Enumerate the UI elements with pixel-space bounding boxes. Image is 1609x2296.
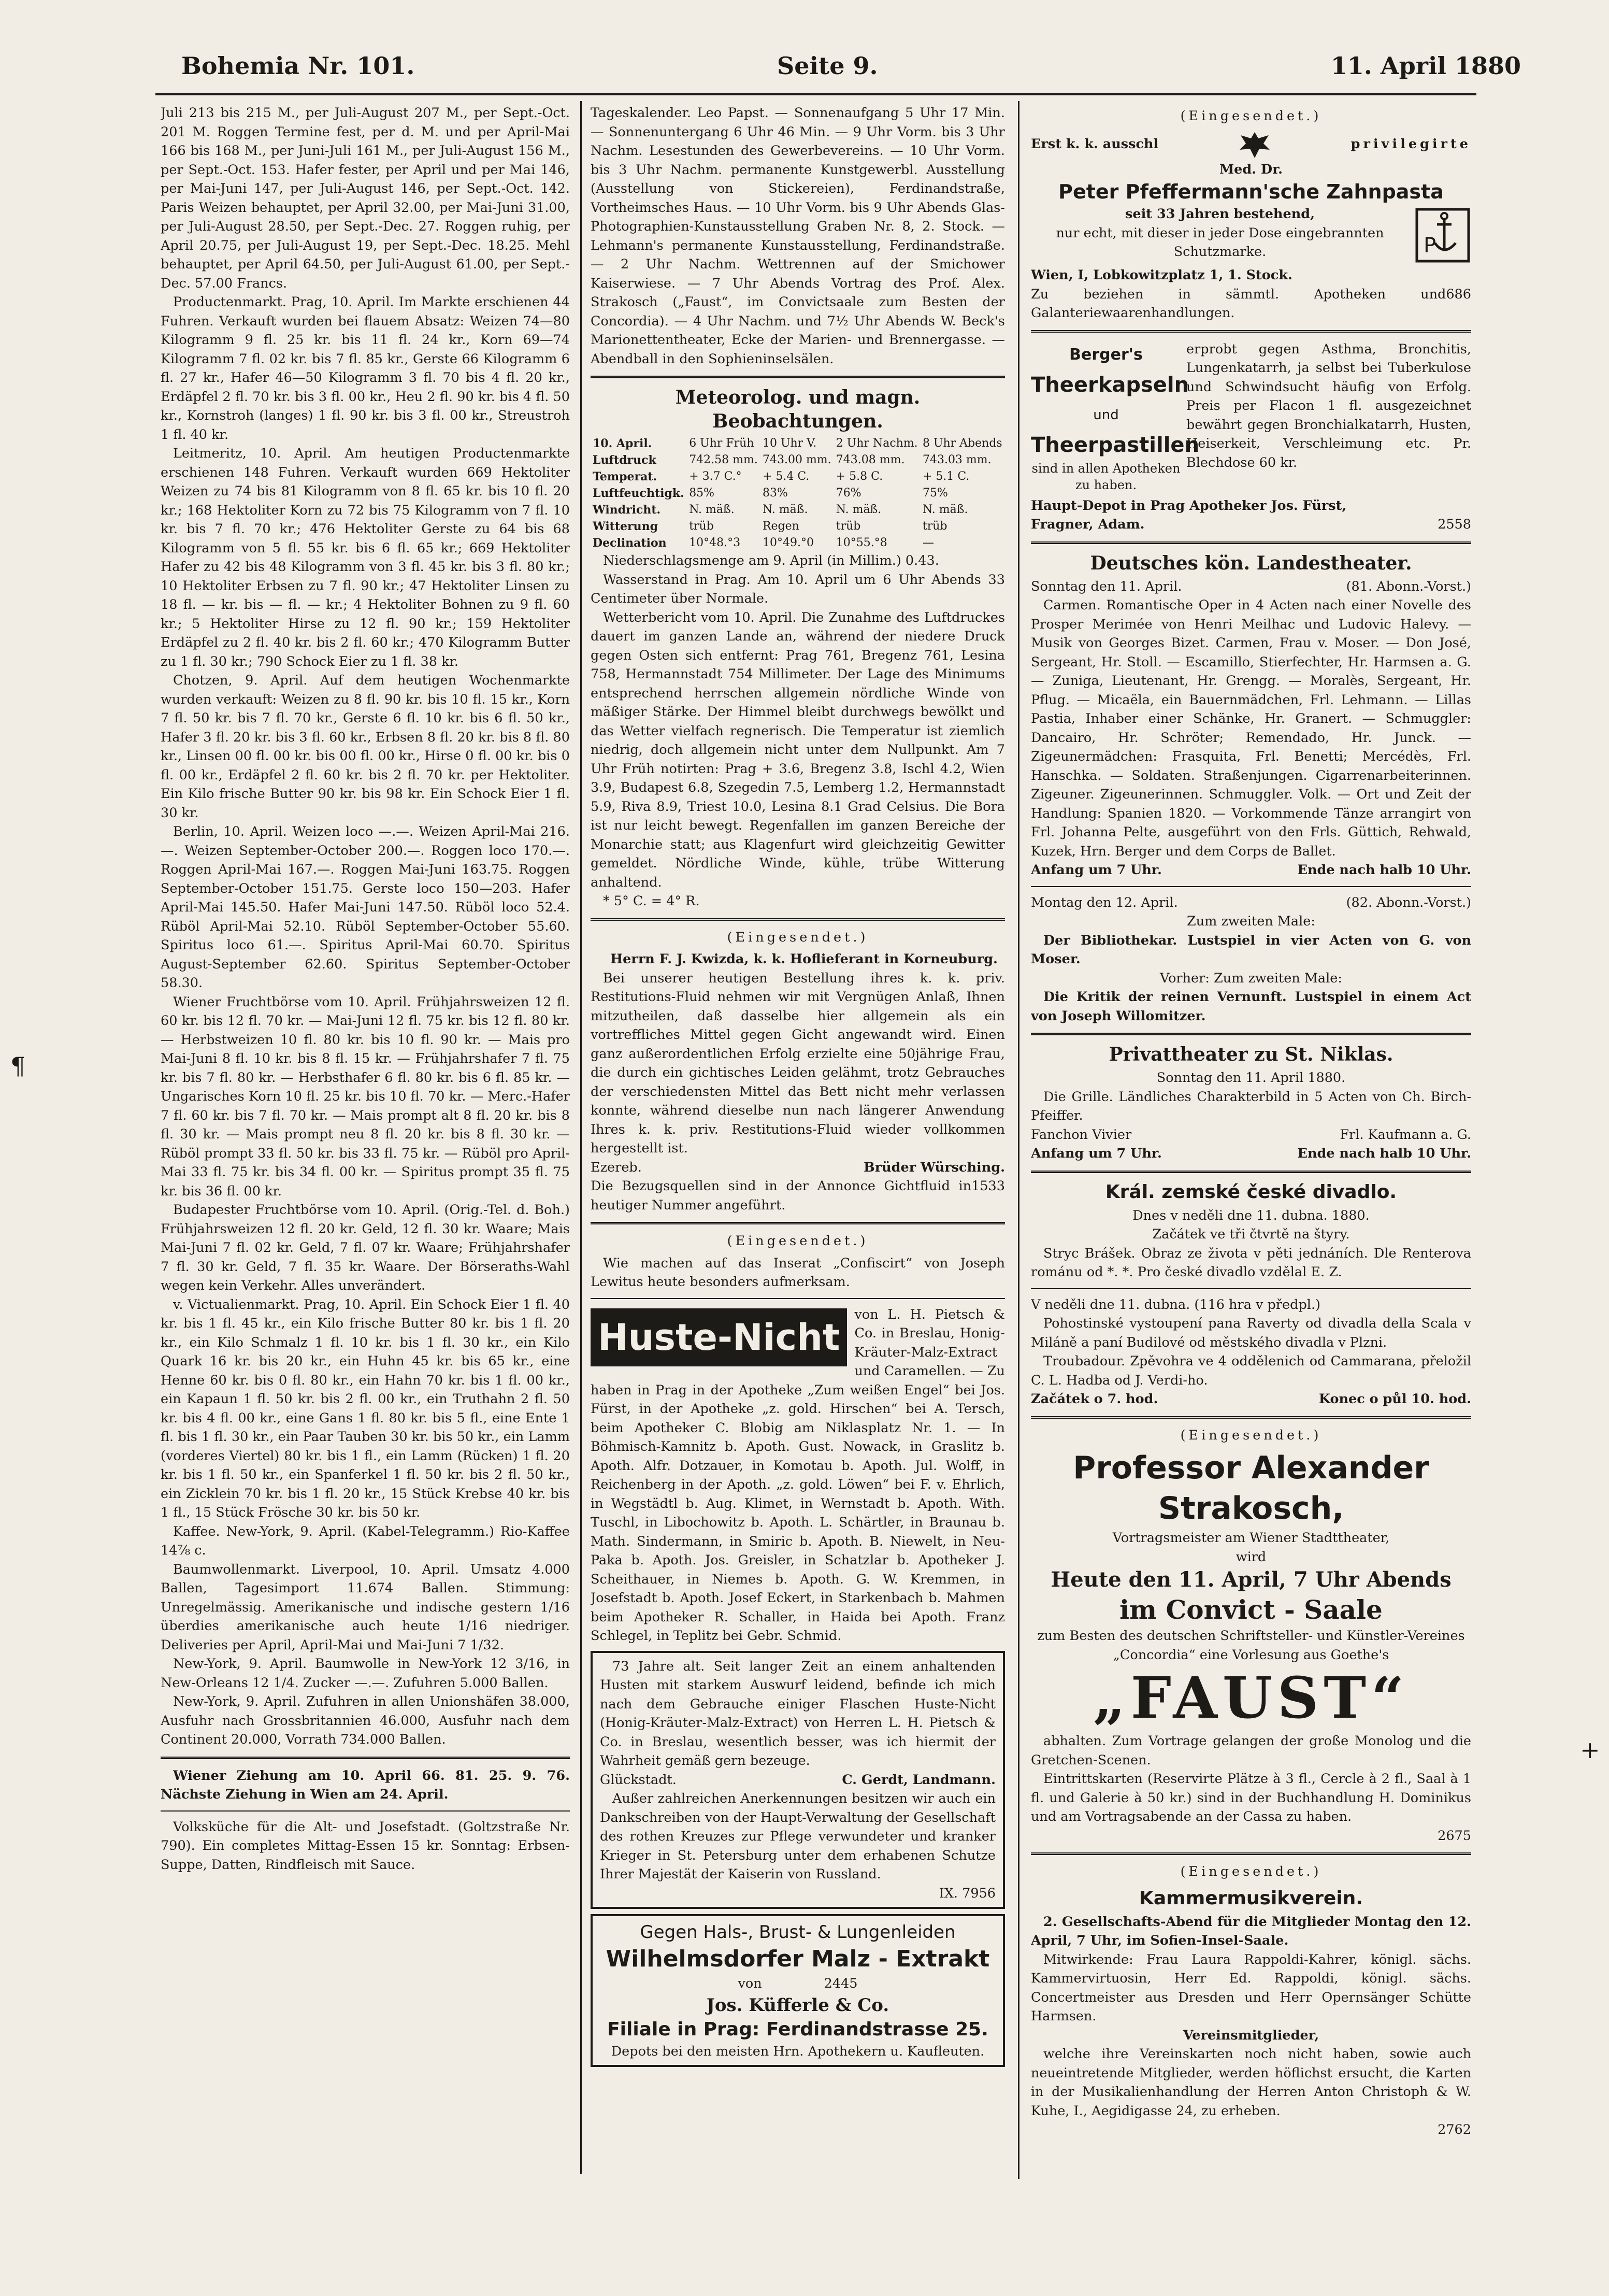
theer-und: und bbox=[1093, 407, 1119, 423]
privattheater-program: Die Grille. Ländliches Charakterbild in 5 Acten von Ch. Birch-Pfeiffer. bbox=[1031, 1089, 1471, 1123]
margin-mark-left: ¶ bbox=[10, 1052, 26, 1080]
theer-pastilles: Theerpastillen bbox=[1031, 433, 1200, 457]
eingesendet-label: (Eingesendet.) bbox=[1180, 1864, 1322, 1879]
meteo-row bbox=[591, 452, 1005, 468]
malz-depots: Depots bei den meisten Hrn. Apothekern u. Kaufleuten. bbox=[611, 2043, 985, 2059]
divider bbox=[1031, 541, 1471, 544]
meteo-cell: 10°55.°8 bbox=[836, 536, 887, 549]
meteo-key: Windricht. bbox=[593, 503, 661, 517]
market-report: Baumwollenmarkt. Liverpool, 10. April. Umsatz 4.000 Ballen, Tagesimport 11.674 Ballen. Stimmung: Unregelmässig. Amerikanische und indische gestern 1/16 überdies amerikanische auch heute 1/16 niedriger. Deliveries per April, April-Mai und Mai-Juni 7 1/32. bbox=[161, 1561, 570, 1653]
strakosch-sub: Vortragsmeister am Wiener Stadttheater, bbox=[1112, 1530, 1390, 1546]
masthead-issue: Bohemia Nr. 101. bbox=[181, 52, 415, 80]
kammermusik-performers: Mitwirkende: Frau Laura Rappoldi-Kahrer, königl. sächs. Kammervirtuosin, Herr Ed. Rappoldi, königl. sächs. Concertmeister aus Dresden und Herr Opernsänger Schütte Harmsen. bbox=[1031, 1951, 1471, 2024]
pfeff-since: seit 33 Jahren bestehend, bbox=[1125, 206, 1315, 222]
divider bbox=[1031, 330, 1471, 333]
day-calendar: Tageskalender. Leo Papst. — Sonnenaufgang 5 Uhr 17 Min. — Sonnenuntergang 6 Uhr 46 Min. — 9 Uhr Vorm. bis 3 Uhr Nachm. Lesestunden des Gewerbevereins. — 10 Uhr Vorm. bis 3 Uhr Nachm. permanente Kunstgewerbl. Ausstellung (Ausstellung von Stickereien), Ferdinandstraße, Vortheimsches Haus. — 10 Uhr Vorm. bis 9 Uhr Abends Glas-Photographien-Kunstausstellung Graben Nr. 8, 2. Stock. — Lehmann's permanente Kunstausstellung, Ferdinandstraße. — 2 Uhr Nachm. Wettrennen auf der Smichower Kaiserwiese. — 7 Uhr Abends Vortrag des Prof. Alex. Strakosch („Faust“, im Convictsaale zum Besten der Concordia). — 4 Uhr Nachm. und 7½ Uhr Abends W. Beck's Marionettentheater, Ecke der Marien- und Brennergasse. — Abendball in den Sophieninselsälen. bbox=[591, 105, 1005, 367]
column-calendar bbox=[591, 104, 1005, 2197]
divider bbox=[1031, 1416, 1471, 1419]
meteo-cell: trüb bbox=[836, 520, 861, 533]
volkskueche-notice: Volksküche für die Alt- und Josefstadt. (Goltzstraße Nr. 790). Ein completes Mittag-Essen 15 kr. Sonntag: Erbsen-Suppe, Datten, Rindfleisch mit Sauce. bbox=[161, 1819, 570, 1873]
meteo-cell: Regen bbox=[762, 520, 799, 533]
kwizda-note: Die Bezugsquellen sind in der Annonce Gichtfluid in heutiger Nummer angeführt. bbox=[591, 1178, 972, 1213]
kammermusik-event: 2. Gesellschafts-Abend für die Mitglieder Montag den 12. April, 7 Uhr, im Sofien-Insel-Saale. bbox=[1031, 1914, 1471, 1948]
meteo-cell: + 5.4 C. bbox=[762, 470, 810, 483]
precipitation: Niederschlagsmenge am 9. April (in Millim.) 0.43. bbox=[603, 553, 939, 568]
meteo-cell: 10°48.°3 bbox=[689, 536, 741, 549]
market-report: Budapester Fruchtbörse vom 10. April. (Orig.-Tel. d. Boh.) Frühjahrsweizen 12 fl. 20 kr. Geld, 12 fl. 30 kr. Waare; Mais Mai-Juni 7 fl. 02 kr. Geld, 7 fl. 07 kr. Waare; Frühjahrshafer 7 fl. 30 kr. Geld, 7 fl. 35 kr. Waare. Der Börseraths-Wahl wegen kein Verkehr. Alles unverändert. bbox=[161, 1202, 570, 1293]
pfeff-body bbox=[1031, 205, 1471, 266]
huste-nicht-logo: Huste-Nicht bbox=[591, 1308, 847, 1366]
testimonial-box bbox=[591, 1651, 1005, 1909]
column-ads bbox=[1031, 104, 1471, 2176]
meteo-cell: + 3.7 C.° bbox=[689, 470, 742, 483]
market-report: Kaffee. New-York, 9. April. (Kabel-Telegramm.) Rio-Kaffee 14⅞ c. bbox=[161, 1523, 570, 1558]
ad-number: 2445 bbox=[824, 1976, 858, 1991]
eingesendet-label: (Eingesendet.) bbox=[727, 1233, 869, 1249]
market-report: New-York, 9. April. Zufuhren in allen Unionshäfen 38.000, Ausfuhr nach Grossbritannien 46.000, Ausfuhr nach dem Continent 20.000, Vorrath 734.000 Ballen. bbox=[161, 1694, 570, 1747]
meteo-cell: trüb bbox=[922, 520, 947, 533]
meteo-cell: 743.00 mm. bbox=[762, 453, 831, 466]
theer-depot: Haupt-Depot in Prag Apotheker Jos. Fürst, bbox=[1031, 497, 1347, 514]
meteo-col-head: 10 Uhr V. bbox=[762, 437, 817, 450]
market-report: Juli 213 bis 215 M., per Juli-August 207 M., per Sept.-Oct. 201 M. Roggen Termine fest, per d. M. und per April-Mai 166 bis 168 M., per Juni-Juli 161 M., per Juli-August 156 M., per Sept.-Oct. 153. Hafer fester, per April und per Mai 146, per Mai-Juni 147, per Juli-August 146, per Sept.-Oct. 142. Paris Weizen behauptet, per April 32.00, per Mai-Juni 31.00, per Juli-August 28.50, per Sept.-Dec. 27. Roggen ruhig, per April 20.75, per Juli-August 19, per Sept.-Dec. 18.25. Mehl behauptet, per April 64.50, per Juli-August 61.00, per Sept.-Dec. 57.00 Francs. bbox=[161, 105, 570, 291]
divider bbox=[591, 376, 1005, 378]
malz-von-row bbox=[600, 1974, 996, 1993]
privattheater-role: Fanchon Vivier bbox=[1031, 1126, 1132, 1143]
divider bbox=[1031, 1171, 1471, 1173]
ad-number: 2762 bbox=[1438, 2122, 1471, 2137]
strakosch-venue: im Convict - Saale bbox=[1119, 1594, 1383, 1625]
czech-theatre-play-1: Stryc Brášek. Obraz ze života v pěti jednáních. Dle Renterova románu od *. *. Pro české divadlo vzdělal E. Z. bbox=[1031, 1245, 1471, 1280]
malz-line-2: Wilhelmsdorfer Malz - Extrakt bbox=[606, 1946, 990, 1972]
meteo-cell: N. mäß. bbox=[836, 503, 882, 516]
kammermusik-members: Vereinsmitglieder, bbox=[1183, 2027, 1319, 2043]
landestheater-abonn: (81. Abonn.-Vorst.) bbox=[1346, 578, 1471, 594]
column-rule-1 bbox=[580, 101, 582, 2174]
meteo-row bbox=[591, 502, 1005, 518]
malz-line-1: Gegen Hals-, Brust- & Lungenleiden bbox=[640, 1922, 956, 1943]
faust-title: „FAUST“ bbox=[1093, 1664, 1410, 1731]
theer-product bbox=[1031, 340, 1200, 493]
czech-theatre-konec: Konec o půl 10. hod. bbox=[1318, 1391, 1471, 1407]
czech-theatre-start: Začátek ve tři čtvrtě na štyry. bbox=[1152, 1227, 1350, 1242]
meteo-cell: + 5.8 C. bbox=[836, 470, 883, 483]
header-rule bbox=[155, 93, 1476, 95]
strakosch-number-row bbox=[1031, 1827, 1471, 1846]
pfeff-med-dr: Med. Dr. bbox=[1219, 161, 1283, 177]
landestheater-sub: Zum zweiten Male: bbox=[1187, 914, 1315, 929]
kwizda-place: Ezereb. bbox=[591, 1159, 642, 1175]
market-report: Leitmeritz, 10. April. Am heutigen Productenmarkte erschienen 148 Fuhren. Verkauft wurden 669 Hektoliter Weizen zu 74 bis 81 Kilogramm von 8 fl. 65 kr. bis 10 fl. 20 kr.; 168 Hektoliter Korn zu 72 bis 75 Kilogramm von 7 fl. 10 kr. bis 7 fl. 70 kr.; 476 Hektoliter Gerste zu 64 bis 68 Kilogramm von 5 fl. 55 kr. bis 6 fl. 65 kr.; 669 Hektoliter Hafer zu 42 bis 48 Kilogramm von 3 fl. 45 kr. bis 3 fl. 80 kr.; 10 Hektoliter Erbsen zu 7 fl. 90 kr.; 47 Hektoliter Linsen zu 18 fl. — kr. bis — fl. — kr.; 4 Hektoliter Bohnen zu 9 fl. 60 kr.; 5 Hektoliter Hirse zu 12 fl. 90 kr.; 159 Hektoliter Erdäpfel zu 2 fl. 40 kr. bis 2 fl. 60 kr.; 470 Kilogramm Butter zu 1 fl. 30 kr.; 790 Schock Eier zu 1 fl. 38 kr. bbox=[161, 446, 570, 669]
meteo-cell: 85% bbox=[689, 487, 715, 500]
testimonial-signer: C. Gerdt, Landmann. bbox=[842, 1772, 996, 1788]
meteo-row bbox=[591, 535, 1005, 551]
malz-firm: Jos. Küfferle & Co. bbox=[706, 1994, 889, 2016]
malz-filiale: Filiale in Prag: Ferdinandstrasse 25. bbox=[607, 2018, 988, 2040]
testimonial-text: 73 Jahre alt. Seit langer Zeit an einem anhaltenden Husten mit starkem Auswurf leidend, befinde ich mich nach dem Gebrauche einiger Flaschen Huste-Nicht (Honig-Kräuter-Malz-Extract) von Herren L. H. Pietsch & Co. in Breslau, wesentlich besser, was ich hiermit der Wahrheit gemäß gern bezeuge. bbox=[600, 1658, 996, 1769]
imperial-eagle-icon bbox=[1237, 129, 1273, 160]
meteo-cell: trüb bbox=[689, 520, 714, 533]
kammermusik-title: Kammermusikverein. bbox=[1139, 1887, 1363, 1909]
meteo-key: Witterung bbox=[593, 520, 658, 533]
market-report: New-York, 9. April. Baumwolle in New-York 12 3/16, in New-Orleans 12 1/4. Zucker —.—. Zufuhren 5.000 Ballen. bbox=[161, 1656, 570, 1691]
pfeff-priv: privilegirte bbox=[1351, 136, 1471, 152]
kammermusik-cards: welche ihre Vereinskarten noch nicht haben, sowie auch neueintretende Mitglieder, werden höflichst ersucht, die Karten in der Musikalienhandlung der Herren Anton Christoph & W. Kuhe, I., Aegidigasse 24, zu erheben. bbox=[1031, 2046, 1471, 2119]
confiscirt-note: Wie machen auf das Inserat „Confiscirt“ von Joseph Lewitus heute besonders aufmerksam. bbox=[591, 1255, 1005, 1290]
market-report: Wiener Fruchtbörse vom 10. April. Frühjahrsweizen 12 fl. 60 kr. bis 12 fl. 70 kr. — Mai-Juni 12 fl. 75 kr. bis 12 fl. 80 kr. — Herbstweizen 10 fl. 80 kr. bis 10 fl. 90 kr. — Mais pro Mai-Juni 8 fl. 10 kr. bis 8 fl. 15 kr. — Frühjahrshafer 7 fl. 75 kr. bis 7 fl. 80 kr. — Herbsthafer 6 fl. 80 kr. bis 6 fl. 85 kr. — Ungarisches Korn 10 fl. 25 kr. bis 10 fl. 70 kr. — Merc.-Hafer 7 fl. 60 kr. bis 7 fl. 70 kr. — Mais prompt alt 8 fl. 20 kr. bis 8 fl. 30 kr. — Mais prompt neu 8 fl. 20 kr. bis 8 fl. 30 kr. — Rüböl prompt 33 fl. 50 kr. bis 33 fl. 75 kr. — Rüböl pro April-Mai 33 fl. 75 kr. bis 34 fl. 00 kr. — Spiritus prompt 35 fl. 75 kr. bis 36 fl. 00 kr. bbox=[161, 994, 570, 1199]
pfeff-address: Wien, I, Lobkowitzplatz 1, 1. Stock. bbox=[1031, 267, 1292, 283]
malz-extract-ad bbox=[591, 1914, 1005, 2067]
meteo-footnote: * 5° C. = 4° R. bbox=[603, 893, 700, 909]
pfeff-title: Peter Pfeffermann'sche Zahnpasta bbox=[1058, 180, 1444, 203]
meteo-key: Declination bbox=[593, 536, 667, 550]
czech-theatre-zacatek: Začátek o 7. hod. bbox=[1031, 1391, 1158, 1407]
kwizda-note-row bbox=[591, 1177, 1005, 1215]
trademark-anchor-icon bbox=[1414, 207, 1471, 264]
market-report: Productenmarkt. Prag, 10. April. Im Markte erschienen 44 Fuhren. Verkauft wurden bei flauem Absatz: Weizen 74—80 Kilogramm 9 fl. 25 kr. bis 11 fl. 24 kr., Korn 69—74 Kilogramm 7 fl. 02 kr. bis 7 fl. 85 kr., Gerste 66 Kilogramm 6 fl. 27 kr., Hafer 46—50 Kilogramm 3 fl. 70 bis 4 fl. 20 kr., Erdäpfel 2 fl. 70 kr. bis 3 fl. 00 kr., Heu 2 fl. 90 kr. bis 4 fl. 50 kr., Kornstroh (langes) 1 fl. 90 kr. bis 3 fl. 00 kr., Streustroh 1 fl. 40 kr. bbox=[161, 294, 570, 443]
divider bbox=[1031, 1033, 1471, 1035]
landestheater-play-2: Die Kritik der reinen Vernunft. Lustspiel in einem Act von Joseph Willomitzer. bbox=[1031, 989, 1471, 1024]
meteo-title: Meteorolog. und magn. Beobachtungen. bbox=[675, 387, 921, 432]
meteo-cell: 83% bbox=[762, 487, 788, 500]
theer-capsules: Theerkapseln bbox=[1031, 373, 1189, 397]
theer-brand: Berger's bbox=[1069, 345, 1143, 364]
czech-theatre-date: Dnes v neděli dne 11. dubna. 1880. bbox=[1132, 1207, 1370, 1223]
meteo-row bbox=[591, 468, 1005, 485]
meteo-row bbox=[591, 518, 1005, 535]
landestheater-date: Sonntag den 11. April. bbox=[1031, 578, 1182, 594]
pfeff-line-1 bbox=[1031, 129, 1471, 160]
czech-theatre-times bbox=[1031, 1390, 1471, 1409]
meteo-cell: N. mäß. bbox=[689, 503, 735, 516]
ad-number: 2558 bbox=[1438, 517, 1471, 532]
meteo-col-head: 6 Uhr Früh bbox=[689, 437, 754, 450]
pfeff-erst: Erst k. k. ausschl bbox=[1031, 136, 1159, 152]
strakosch-tickets: Eintrittskarten (Reservirte Plätze à 3 fl., Cercle à 2 fl., Saal à 1 fl. und Galerie à 50 kr.) sind in der Buchhandlung H. Dominikus und am Vortragsabende an der Cassa zu haben. bbox=[1031, 1771, 1471, 1824]
kwizda-signer: Brüder Würsching. bbox=[864, 1159, 1005, 1175]
landestheater-program: Carmen. Romantische Oper in 4 Acten nach einer Novelle des Prosper Merimée von Henri Meilhac und Ludovic Halevy. — Musik von Georges Bizet. Carmen, Frau v. Moser. — Don José, Sergeant, Hr. Stoll. — Escamillo, Stierfechter, Hr. Harmsen a. G. — Zuniga, Lieutenant, Hr. Grengg. — Moralès, Sergeant, Hr. Pflug. — Micaëla, ein Bauernmädchen, Frl. Lehmann. — Lillas Pastia, Inhaber einer Schänke, Hr. Granert. — Schmuggler: Dancairo, Hr. Schröter; Remendado, Hr. Junck. — Zigeunermädchen: Frasquita, Frl. Benetti; Mercédès, Frl. Hanschka. — Soldaten. Straßenjungen. Cigarrenarbeiterinnen. Zigeuner. Zigeunerinnen. Schmuggler. Volk. — Ort und Zeit der Handlung: Spanien 1820. — Vorkommende Tänze arrangirt von Frl. Johanna Pelte, ausgeführt von den Frls. Güttich, Rehwald, Kuzek, Hrn. Berger und dem Corps de Ballet. bbox=[1031, 597, 1471, 859]
landestheater-monday-abonn: (82. Abonn.-Vorst.) bbox=[1346, 894, 1471, 910]
testimonial-number-row bbox=[600, 1884, 996, 1903]
theer-fragner-row bbox=[1031, 515, 1471, 534]
eingesendet-label: (Eingesendet.) bbox=[1180, 108, 1322, 124]
ad-number: IX. 7956 bbox=[939, 1885, 996, 1901]
meteo-cell: 743.08 mm. bbox=[836, 453, 905, 466]
meteo-cell: 75% bbox=[922, 487, 948, 500]
pfeff-echt: nur echt, mit dieser in jeder Dose eingebrannten Schutzmarke. bbox=[1056, 225, 1384, 260]
meteo-key: Luftdruck bbox=[593, 453, 656, 467]
landestheater-monday-row bbox=[1031, 893, 1471, 912]
meteo-key: Temperat. bbox=[593, 470, 657, 483]
ad-number: 2675 bbox=[1438, 1828, 1471, 1844]
issue-date: 11. April 1880 bbox=[1330, 52, 1521, 80]
huste-nicht-text: von L. H. Pietsch & Co. in Breslau, Honig-Kräuter-Malz-Extract und Caramellen. — Zu haben in Prag in der Apotheke „Zum weißen Engel“ bei Jos. Fürst, in der Apotheke „z. gold. Hirschen“ bei A. Tersch, beim Apotheker C. Blobig am Niklasplatz Nr. 1. — In Böhmisch-Kamnitz b. Apoth. Gust. Nowack, in Graslitz b. Apoth. Alfr. Dotzauer, in Komotau b. Apoth. Jul. Wolff, in Reichenberg in der Apoth. „z. gold. Löwen“ bei F. v. Ehrlich, in Wegstädtl b. Aug. Klimet, in Wernstadt b. Apoth. With. Tuschl, in Libochowitz b. Apoth. L. Schärtler, in Braunau b. Math. Sindermann, in Smiric b. Apoth. B. Niewelt, in Neu-Paka b. Apoth. Jos. Greisler, in Schatzlar b. Apotheker J. Scheithauer, in Niemes b. Apoth. G. W. Kremmen, in Josefstadt b. Apoth. Josef Eckert, in Starkenbach b. Mahmen beim Apotheker R. Schaller, in Haida bei Apoth. Franz Schlegel, in Teplitz bei Gebr. Schmid. bbox=[591, 1306, 1005, 1644]
meteo-col-head: 10. April. bbox=[593, 437, 652, 450]
page-number: Seite 9. bbox=[777, 52, 878, 80]
meteo-col-head: 2 Uhr Nachm. bbox=[836, 437, 918, 450]
privattheater-ende: Ende nach halb 10 Uhr. bbox=[1297, 1146, 1471, 1161]
margin-mark-right: + bbox=[1580, 1736, 1600, 1764]
landestheater-vorher: Vorher: Zum zweiten Male: bbox=[1160, 970, 1342, 986]
czech-theatre-guests: Pohostinské vystoupení pana Raverty od divadla della Scala v Miláně a paní Budilové od městského divadla v Plzni. bbox=[1031, 1316, 1471, 1350]
column-markets bbox=[161, 104, 570, 2156]
meteo-cell: 76% bbox=[836, 487, 861, 500]
meteo-cell: 743.03 mm. bbox=[922, 453, 992, 466]
strakosch-purpose: zum Besten des deutschen Schriftsteller- und Künstler-Vereines „Concordia“ eine Vorlesung aus Goethe's bbox=[1037, 1628, 1465, 1663]
meteo-cell: 742.58 mm. bbox=[689, 453, 758, 466]
meteo-key: Luftfeuchtigk. bbox=[593, 487, 684, 500]
column-rule-2 bbox=[1018, 101, 1019, 2179]
divider bbox=[1031, 1288, 1471, 1289]
ad-number: 1533 bbox=[971, 1178, 1005, 1194]
meteo-header-row bbox=[591, 435, 1005, 452]
svg-text:P: P bbox=[1424, 234, 1436, 258]
privattheater-cast bbox=[1031, 1125, 1471, 1145]
pfeff-bezug: Zu beziehen in sämmtl. Apotheken und Galanteriewaarenhandlungen. bbox=[1031, 286, 1446, 321]
theer-fragner: Fragner, Adam. bbox=[1031, 517, 1145, 532]
ad-number: 686 bbox=[1446, 286, 1471, 302]
eingesendet-label: (Eingesendet.) bbox=[727, 929, 869, 945]
landestheater-play-1: Der Bibliothekar. Lustspiel in vier Acten von G. von Moser. bbox=[1031, 932, 1471, 967]
meteo-cell: N. mäß. bbox=[922, 503, 968, 516]
malz-von: von bbox=[738, 1976, 762, 1991]
market-report: Berlin, 10. April. Weizen loco —.—. Weizen April-Mai 216.—. Weizen September-October 200.—. Roggen loco 170.—. Roggen April-Mai 167.—. Roggen Mai-Juni 163.75. Roggen September-October 151.75. Gerste loco 150—203. Hafer April-Mai 145.50. Hafer Mai-Juni 147.50. Rüböl loco 52.4. Rüböl April-Mai 52.10. Rüböl September-October 55.60. Spiritus loco 61.—. Spiritus April-Mai 60.70. Spiritus August-September 62.60. Spiritus September-October 58.30. bbox=[161, 824, 570, 991]
meteo-cell: + 5.1 C. bbox=[922, 470, 970, 483]
testimonial-signature bbox=[600, 1771, 996, 1790]
testimonial-extra: Außer zahlreichen Anerkennungen besitzen wir auch ein Dankschreiben von der Haupt-Verwaltung der Gesellschaft des rothen Kreuzes zur Pflege verwundeter und kranker Krieger in St. Petersburg unter dem erhabenen Schutze Ihrer Majestät der Kaiserin von Russland. bbox=[600, 1791, 996, 1882]
divider bbox=[1031, 1852, 1471, 1855]
landestheater-date-row bbox=[1031, 577, 1471, 596]
theer-ad bbox=[1031, 340, 1471, 493]
kwizda-text: Bei unserer heutigen Bestellung ihres k. k. priv. Restitutions-Fluid nehmen wir mit Vergnügen Anlaß, Ihnen mitzutheilen, daß dasselbe hier allgemein als ein vortreffliches Mittel gegen Gicht angewandt wird. Einen ganz außerordentlichen Erfolg erzielte eine 50jährige Frau, die durch ein gichtisches Leiden gelähmt, trotz Gebrauches der verschiedensten Mittel das Bett nicht mehr verlassen konnte, während dieselbe nun nach längerer Anwendung Ihres k. k. priv. Restitutions-Fluid wieder vollkommen hergestellt ist. bbox=[591, 970, 1005, 1156]
meteo-cell: — bbox=[922, 536, 934, 549]
huste-nicht-ad bbox=[591, 1305, 1005, 1646]
divider bbox=[591, 1222, 1005, 1224]
czech-theatre-date-2: V neděli dne 11. dubna. (116 hra v předpl.) bbox=[1031, 1296, 1320, 1313]
privattheater-title: Privattheater zu St. Niklas. bbox=[1109, 1044, 1393, 1065]
landestheater-anfang: Anfang um 7 Uhr. bbox=[1031, 862, 1162, 878]
weather-report: Wetterbericht vom 10. April. Die Zunahme des Luftdruckes dauert im ganzen Lande an, während der niedere Druck gegen Osten sich entfernt: Prag 761, Bregenz 761, Lesina 758, Hermannstadt 754 Millimeter. Der Lage des Minimums entsprechend herrschen allgemein nördliche Winde von mäßiger Stärke. Der Himmel bleibt durchwegs bewölkt und das Wetter vielfach regnerisch. Die Temperatur ist ziemlich niedrig, doch allgemein nicht unter dem Nullpunkt. Am 7 Uhr Früh notirten: Prag + 3.6, Bregenz 3.8, Ischl 4.2, Wien 3.9, Budapest 6.8, Szegedin 7.5, Lemberg 1.2, Hermannstadt 5.9, Riva 8.9, Triest 10.0, Lesina 8.1 Grad Celsius. Die Bora ist nur leicht bewegt. Regenfallen im ganzen Bereiche der Monarchie statt; aus Klagenfurt wird gleichzeitig Gewitter gemeldet. Nördliche Winde, kühle, trübe Witterung anhaltend. bbox=[591, 609, 1005, 890]
testimonial-place: Glückstadt. bbox=[600, 1772, 677, 1788]
market-report: Chotzen, 9. April. Auf dem heutigen Wochenmarkte wurden verkauft: Weizen zu 8 fl. 90 kr. bis 10 fl. 15 kr., Korn 7 fl. 50 kr. bis 7 fl. 70 kr., Gerste 6 fl. 10 kr. bis 6 fl. 50 kr., Hafer 3 fl. 20 kr. bis 3 fl. 60 kr., Erbsen 8 fl. 20 kr. bis 8 fl. 80 kr., Linsen 00 fl. 00 kr. bis 00 fl. 00 kr., Hirse 0 fl. 00 kr. bis 0 fl. 00 kr., Erdäpfel 2 fl. 60 kr. bis 2 fl. 70 kr. per Hektoliter. Ein Kilo frische Butter 90 kr. bis 98 kr. Ein Schock Eier 1 fl. 30 kr. bbox=[161, 673, 570, 821]
kwizda-address: Herrn F. J. Kwizda, k. k. Hoflieferant in Korneuburg. bbox=[610, 951, 998, 967]
divider bbox=[161, 1810, 570, 1812]
meteo-col-head: 8 Uhr Abends bbox=[922, 437, 1002, 450]
divider bbox=[591, 1298, 1005, 1299]
page-header bbox=[181, 52, 1521, 93]
privattheater-actor: Frl. Kaufmann a. G. bbox=[1340, 1126, 1471, 1143]
strakosch-wird: wird bbox=[1236, 1549, 1267, 1565]
meteo-cell: N. mäß. bbox=[762, 503, 808, 516]
czech-theatre-title: Král. zemské české divadlo. bbox=[1105, 1181, 1397, 1203]
pfeff-bezug-row bbox=[1031, 285, 1471, 323]
water-level: Wasserstand in Prag. Am 10. April um 6 Uhr Abends 33 Centimeter über Normale. bbox=[591, 572, 1005, 606]
kwizda-signature bbox=[591, 1158, 1005, 1177]
strakosch-program: abhalten. Zum Vortrage gelangen der große Monolog und die Gretchen-Scenen. bbox=[1031, 1733, 1471, 1768]
czech-theatre-play-2: Troubadour. Zpěvohra ve 4 oddělenich od Cammarana, přeložil C. L. Hadba od J. Verdi-ho. bbox=[1031, 1353, 1471, 1388]
theer-text: erprobt gegen Asthma, Bronchitis, Lungenkatarrh, ja selbst bei Tuberkulose und Schwindsucht häufig von Erfolg. Preis per Flacon 1 fl. ausgezeichnet bewährt gegen Bronchialkatarrh, Husten, Heiserkeit, Verschleimung etc. Pr. Blechdose 60 kr. bbox=[1186, 341, 1471, 470]
privattheater-anfang: Anfang um 7 Uhr. bbox=[1031, 1146, 1162, 1161]
meteo-table bbox=[591, 435, 1005, 551]
meteo-cell: 10°49.°0 bbox=[762, 536, 814, 549]
divider bbox=[1031, 886, 1471, 887]
kammermusik-number-row bbox=[1031, 2120, 1471, 2140]
strakosch-date: Heute den 11. April, 7 Uhr Abends bbox=[1051, 1567, 1452, 1592]
market-report: v. Victualienmarkt. Prag, 10. April. Ein Schock Eier 1 fl. 40 kr. bis 1 fl. 45 kr., ein Kilo frische Butter 80 kr. bis 1 fl. 20 kr., ein Kilo Schmalz 1 fl. 10 kr. bis 1 fl. 30 kr., ein Kilo Quark 16 kr. bis 20 kr., ein Huhn 45 kr. bis 65 kr., eine Henne 60 kr. bis 0 fl. 80 kr., ein Hahn 70 kr. bis 1 fl. 00 kr., ein Kapaun 1 fl. 50 kr. bis 2 fl. 00 kr., ein Truthahn 2 fl. 50 kr. bis 4 fl. 00 kr., eine Gans 1 fl. 80 kr. bis 5 fl., eine Ente 1 fl. bis 1 fl. 30 kr., ein Paar Tauben 30 kr. bis 50 kr., ein Lamm (vorderes Viertel) 80 kr. bis 1 fl., ein Lamm (Rücken) 1 fl. 20 kr. bis 1 fl. 50 kr., ein Spanferkel 1 fl. 50 kr. bis 2 fl. 50 kr., ein Zicklein 70 kr. bis 1 fl. 20 kr., 15 Stück Krebse 40 kr. bis 1 fl., 15 Stück Frösche 30 kr. bis 50 kr. bbox=[161, 1296, 570, 1520]
privattheater-times bbox=[1031, 1144, 1471, 1163]
landestheater-ende: Ende nach halb 10 Uhr. bbox=[1297, 862, 1471, 878]
theer-availability: sind in allen Apotheken zu haben. bbox=[1031, 461, 1181, 492]
divider bbox=[591, 918, 1005, 921]
privattheater-date: Sonntag den 11. April 1880. bbox=[1156, 1070, 1346, 1086]
landestheater-times bbox=[1031, 861, 1471, 880]
lottery-notice: Wiener Ziehung am 10. April 66. 81. 25. 9. 76. Nächste Ziehung in Wien am 24. April. bbox=[161, 1767, 570, 1802]
eingesendet-label: (Eingesendet.) bbox=[1180, 1427, 1322, 1443]
strakosch-title: Professor Alexander Strakosch, bbox=[1073, 1450, 1429, 1527]
meteo-row bbox=[591, 485, 1005, 502]
landestheater-title: Deutsches kön. Landestheater. bbox=[1090, 552, 1412, 574]
divider bbox=[161, 1757, 570, 1759]
landestheater-monday: Montag den 12. April. bbox=[1031, 894, 1178, 910]
